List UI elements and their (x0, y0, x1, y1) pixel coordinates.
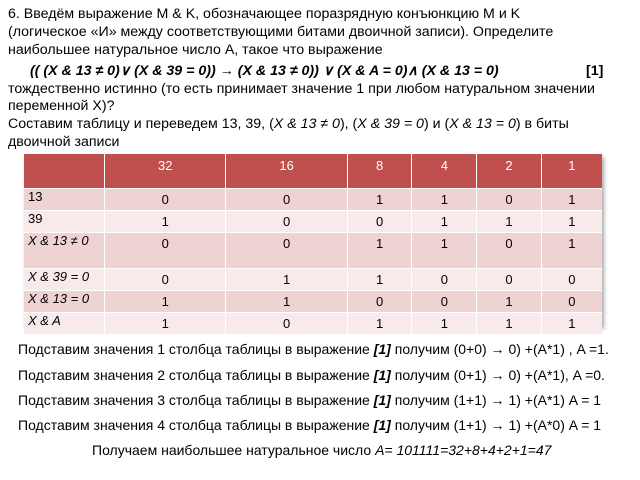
table-header-row (24, 154, 602, 189)
bit-cell: 0 (541, 291, 602, 313)
after-formula-line-3: Составим таблицу и переведем 13, 39, (X & 13 ≠ 0), (X & 39 = 0) и (X & 13 = 0) в биты (8, 116, 569, 132)
bit-cell: 0 (412, 269, 477, 291)
header-cell-4: 4 (412, 154, 477, 189)
conclusion: Получаем наибольшее натуральное число A= 101111=32+8+4+2+1=47 (92, 442, 552, 458)
header-cell-16: 16 (226, 154, 347, 189)
bit-cell: 0 (226, 211, 347, 233)
bit-cell: 0 (226, 313, 347, 335)
bit-cell: 0 (477, 269, 542, 291)
bit-cell: 1 (347, 189, 412, 211)
after-formula-line-4: двоичной записи (8, 134, 120, 150)
bit-cell: 0 (347, 211, 412, 233)
row-label: 13 (24, 189, 105, 211)
header-cell-32: 32 (105, 154, 226, 189)
table-row (24, 189, 602, 211)
table-row (24, 291, 602, 313)
bit-cell: 1 (477, 291, 542, 313)
table-row (24, 269, 602, 291)
bit-cell: 0 (347, 291, 412, 313)
bit-cell: 1 (347, 269, 412, 291)
table-row (24, 233, 602, 269)
row-label: X & A (24, 313, 105, 335)
header-cell-corner (24, 154, 105, 189)
bit-cell: 0 (412, 291, 477, 313)
bit-cell: 1 (105, 211, 226, 233)
bit-cell: 1 (347, 313, 412, 335)
substitution-3: Подставим значения 3 столбца таблицы в выражение [1] получим (1+1) → 1) +(A*1) A = 1 (18, 392, 602, 408)
intro-line-1: 6. Введём выражение M & K, обозначающее поразрядную конъюнкцию M и K (8, 6, 521, 22)
bit-cell: 1 (226, 269, 347, 291)
bit-cell: 0 (226, 233, 347, 269)
intro-line-3: наибольшее натуральное число A, такое что выражение (8, 42, 383, 58)
header-cell-8: 8 (347, 154, 412, 189)
conclusion-value: A= 101111=32+8+4+2+1=47 (375, 442, 552, 458)
bit-cell: 1 (412, 313, 477, 335)
bit-cell: 1 (541, 189, 602, 211)
bit-cell: 1 (541, 313, 602, 335)
row-label: X & 13 = 0 (24, 291, 105, 313)
after-formula-line-2: переменной X)? (8, 98, 115, 114)
bit-cell: 0 (105, 233, 226, 269)
bits-table (24, 154, 602, 335)
bit-cell: 1 (105, 291, 226, 313)
substitution-1: Подставим значения 1 столбца таблицы в выражение [1] получим (0+0) → 0) +(A*1) , A =1. (18, 341, 609, 357)
bit-cell: 1 (477, 313, 542, 335)
row-label: 39 (24, 211, 105, 233)
header-cell-1: 1 (541, 154, 602, 189)
bit-cell: 0 (105, 269, 226, 291)
substitution-2: Подставим значения 2 столбца таблицы в выражение [1] получим (0+1) → 0) +(A*1), A =0. (18, 367, 605, 383)
bit-cell: 1 (412, 211, 477, 233)
bit-cell: 1 (541, 233, 602, 269)
formula-text: (( (X & 13 ≠ 0)∨ (X & 39 = 0)) → (X & 13 ≠ 0)) ∨ (X & A = 0)∧ (X & 13 = 0) (30, 63, 499, 79)
row-label: X & 39 = 0 (24, 269, 105, 291)
table-row (24, 313, 602, 335)
intro-line-2: (логическое «И» между соответствующими битами двоичной записи). Определите (8, 24, 554, 40)
bit-cell: 1 (541, 211, 602, 233)
bit-cell: 1 (347, 233, 412, 269)
bit-cell: 1 (412, 189, 477, 211)
table-row (24, 211, 602, 233)
row-label: X & 13 ≠ 0 (24, 233, 105, 269)
bit-cell: 0 (105, 189, 226, 211)
after-formula-line-1: тождественно истинно (то есть принимает значение 1 при любом натуральном значении (8, 81, 595, 97)
bit-cell: 1 (105, 313, 226, 335)
substitution-4: Подставим значения 4 столбца таблицы в выражение [1] получим (1+1) → 1) +(A*0) A = 1 (18, 417, 602, 433)
bit-cell: 0 (477, 233, 542, 269)
bit-cell: 1 (412, 233, 477, 269)
header-cell-2: 2 (477, 154, 542, 189)
bit-cell: 1 (226, 291, 347, 313)
bit-cell: 0 (226, 189, 347, 211)
bit-cell: 0 (477, 189, 542, 211)
bit-cell: 1 (477, 211, 542, 233)
formula-tag: [1] (586, 63, 604, 79)
bit-cell: 0 (541, 269, 602, 291)
formula (30, 63, 604, 79)
